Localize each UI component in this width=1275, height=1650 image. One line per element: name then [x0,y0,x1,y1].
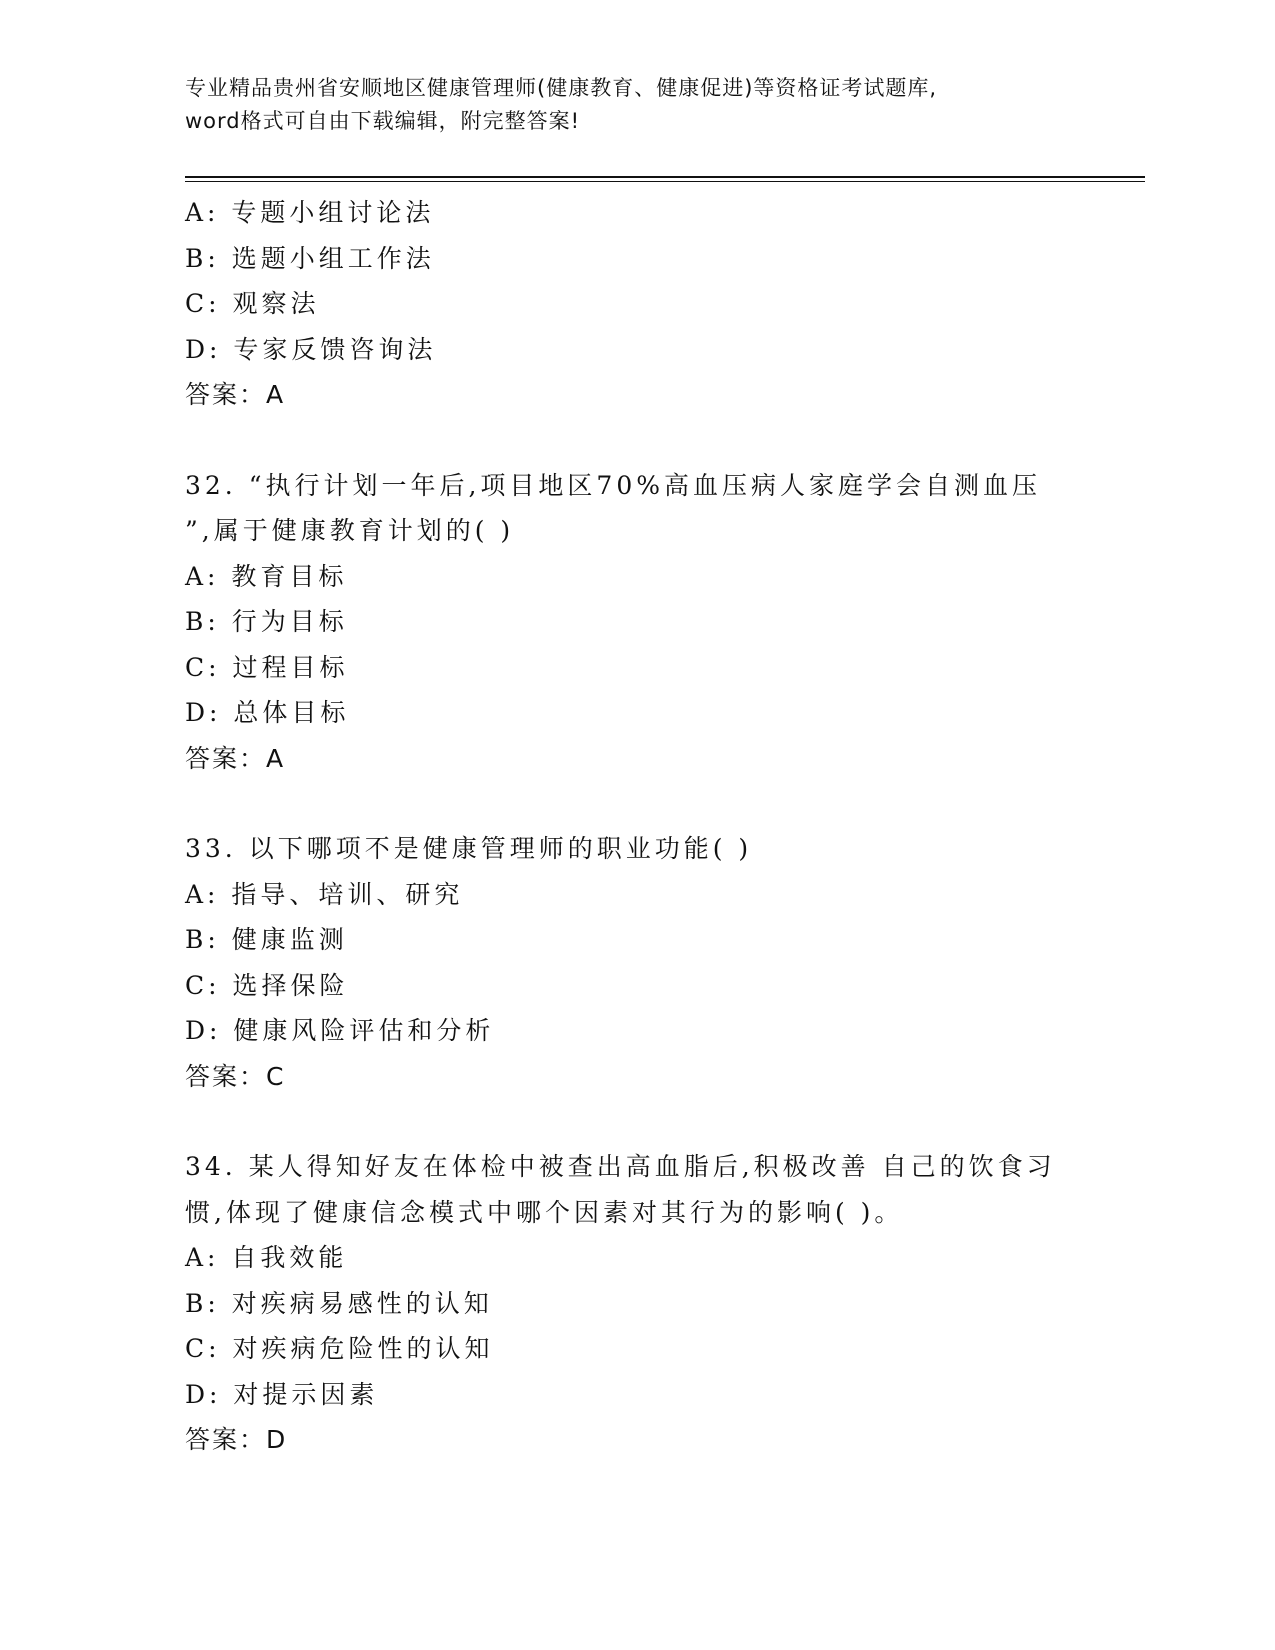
question-stem-line: 33. 以下哪项不是健康管理师的职业功能( ) [185,834,753,863]
question-block-31 [185,190,1085,418]
option-d: D: 总体目标 [185,698,350,727]
header-divider [185,176,1145,178]
option-d: D: 专家反馈咨询法 [185,334,437,364]
question-block-32 [185,463,1085,782]
document-header [185,72,1065,138]
answer: 答案：A [185,743,286,773]
header-line-2: word格式可自由下载编辑，附完整答案! [185,109,581,133]
option-a: A: 专题小组讨论法 [185,198,435,227]
option-a: A: 指导、培训、研究 [185,879,464,909]
answer: 答案：D [185,1425,288,1454]
option-d: D: 健康风险评估和分析 [185,1016,495,1045]
option-c: C: 过程目标 [185,652,349,682]
option-c: C: 选择保险 [185,970,349,1000]
option-c: C: 观察法 [185,289,320,318]
question-stem-line: 34. 某人得知好友在体检中被查出高血脂后,积极改善 自己的饮食习 [185,1152,1056,1181]
option-a: A: 教育目标 [185,561,348,591]
question-stem-line: ”,属于健康教育计划的( ) [185,516,515,545]
header-line-1: 专业精品贵州省安顺地区健康管理师(健康教育、健康促进)等资格证考试题库, [185,76,938,100]
option-d: D: 对提示因素 [185,1379,379,1409]
question-block-34 [185,1144,1085,1463]
question-stem-line: 惯,体现了健康信念模式中哪个因素对其行为的影响( )。 [185,1197,904,1227]
option-c: C: 对疾病危险性的认知 [185,1334,494,1363]
option-b: B: 选题小组工作法 [185,243,435,273]
option-a: A: 自我效能 [185,1243,348,1272]
header-divider-thin [185,181,1145,182]
question-stem-line: 32. “执行计划一年后,项目地区70%高血压病人家庭学会自测血压 [185,470,1042,500]
option-b: B: 健康监测 [185,925,348,954]
option-b: B: 对疾病易感性的认知 [185,1288,493,1318]
answer: 答案：C [185,1061,286,1091]
question-list [185,190,1085,1463]
option-b: B: 行为目标 [185,607,348,636]
answer: 答案：A [185,380,286,409]
question-block-33 [185,826,1085,1099]
